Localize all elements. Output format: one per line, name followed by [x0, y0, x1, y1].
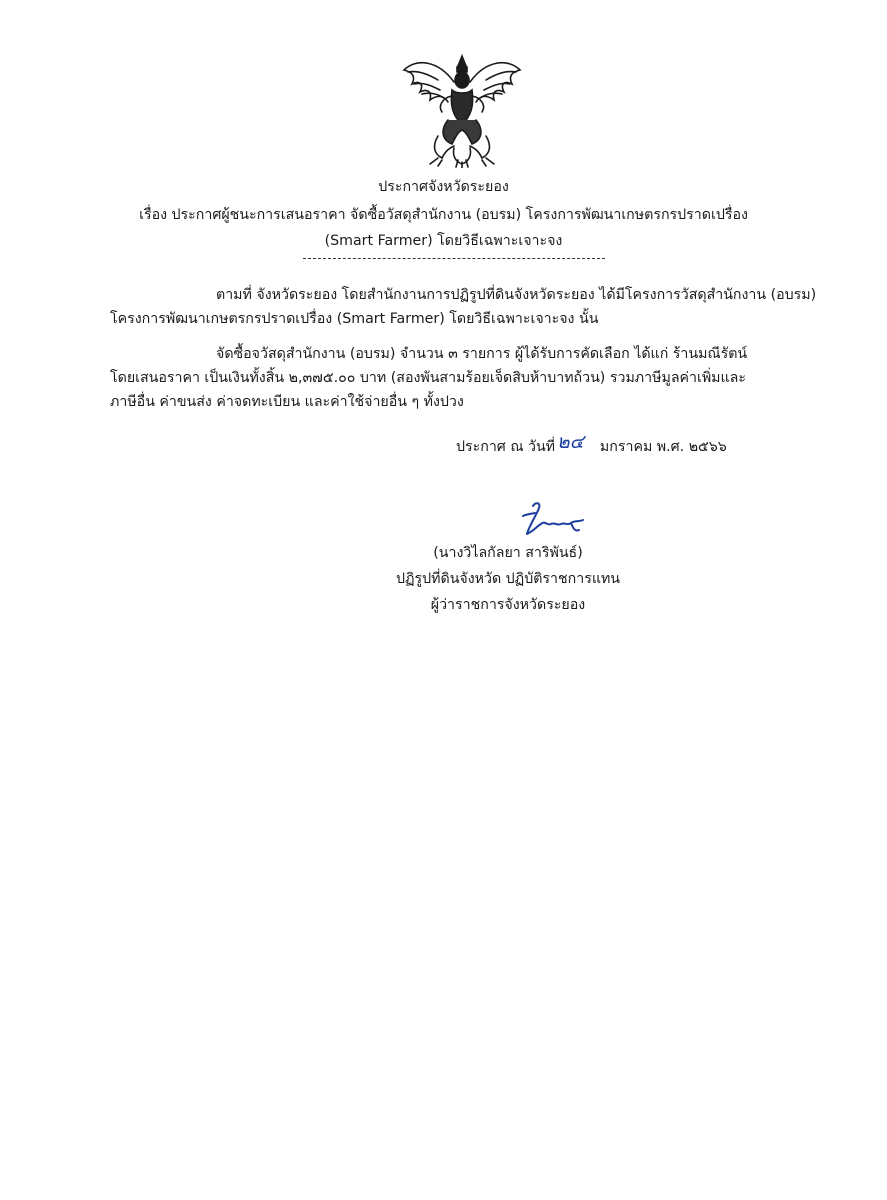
date-month-year: มกราคม พ.ศ. ๒๕๖๖	[599, 439, 727, 455]
paragraph-1-line-1: ตามที่ จังหวัดระยอง โดยสำนักงานการปฏิรูปที่ดินจังหวัดระยอง ได้มีโครงการวัสดุสำนักงาน (อบรม)	[216, 287, 817, 303]
signatory-position-1: ปฏิรูปที่ดินจังหวัด ปฏิบัติราชการแทน	[395, 571, 621, 587]
paragraph-2-line-3: ภาษีอื่น ค่าขนส่ง ค่าจดทะเบียน และค่าใช้จ่ายอื่น ๆ ทั้งปวง	[110, 394, 464, 410]
separator-line	[303, 258, 605, 259]
paragraph-2	[110, 342, 803, 414]
announcement-org: ประกาศจังหวัดระยอง	[378, 179, 509, 195]
handwritten-signature	[513, 496, 593, 542]
paragraph-2-line-2: โดยเสนอราคา เป็นเงินทั้งสิ้น ๒,๓๗๕.๐๐ บาท (สองพันสามร้อยเจ็ดสิบห้าบาทถ้วน) รวมภาษีมูลค่าเพิ่มและ	[110, 370, 746, 386]
subject-line-2: (Smart Farmer) โดยวิธีเฉพาะเจาะจง	[324, 233, 563, 249]
garuda-emblem	[398, 50, 526, 168]
signature-block	[0, 540, 887, 618]
signatory-position-2: ผู้ว่าราชการจังหวัดระยอง	[430, 597, 586, 613]
date-day-handwritten: ๒๔	[557, 431, 584, 453]
signatory-name: (นางวิไลกัลยา สาริพันธ์)	[433, 545, 583, 561]
paragraph-1-line-2: โครงการพัฒนาเกษตรกรปราดเปรื่อง (Smart Farmer) โดยวิธีเฉพาะเจาะจง นั้น	[110, 311, 599, 327]
subject-line-1: เรื่อง ประกาศผู้ชนะการเสนอราคา จัดซื้อวัสดุสำนักงาน (อบรม) โครงการพัฒนาเกษตรกรปราดเปรื่อง	[139, 207, 748, 223]
date-prefix: ประกาศ ณ วันที่	[456, 439, 556, 455]
paragraph-2-line-1: จัดซื้อจวัสดุสำนักงาน (อบรม) จำนวน ๓ รายการ ผู้ได้รับการคัดเลือก ได้แก่ ร้านมณีรัตน์	[216, 346, 748, 362]
announcement-date	[456, 430, 727, 460]
paragraph-1	[110, 283, 817, 331]
